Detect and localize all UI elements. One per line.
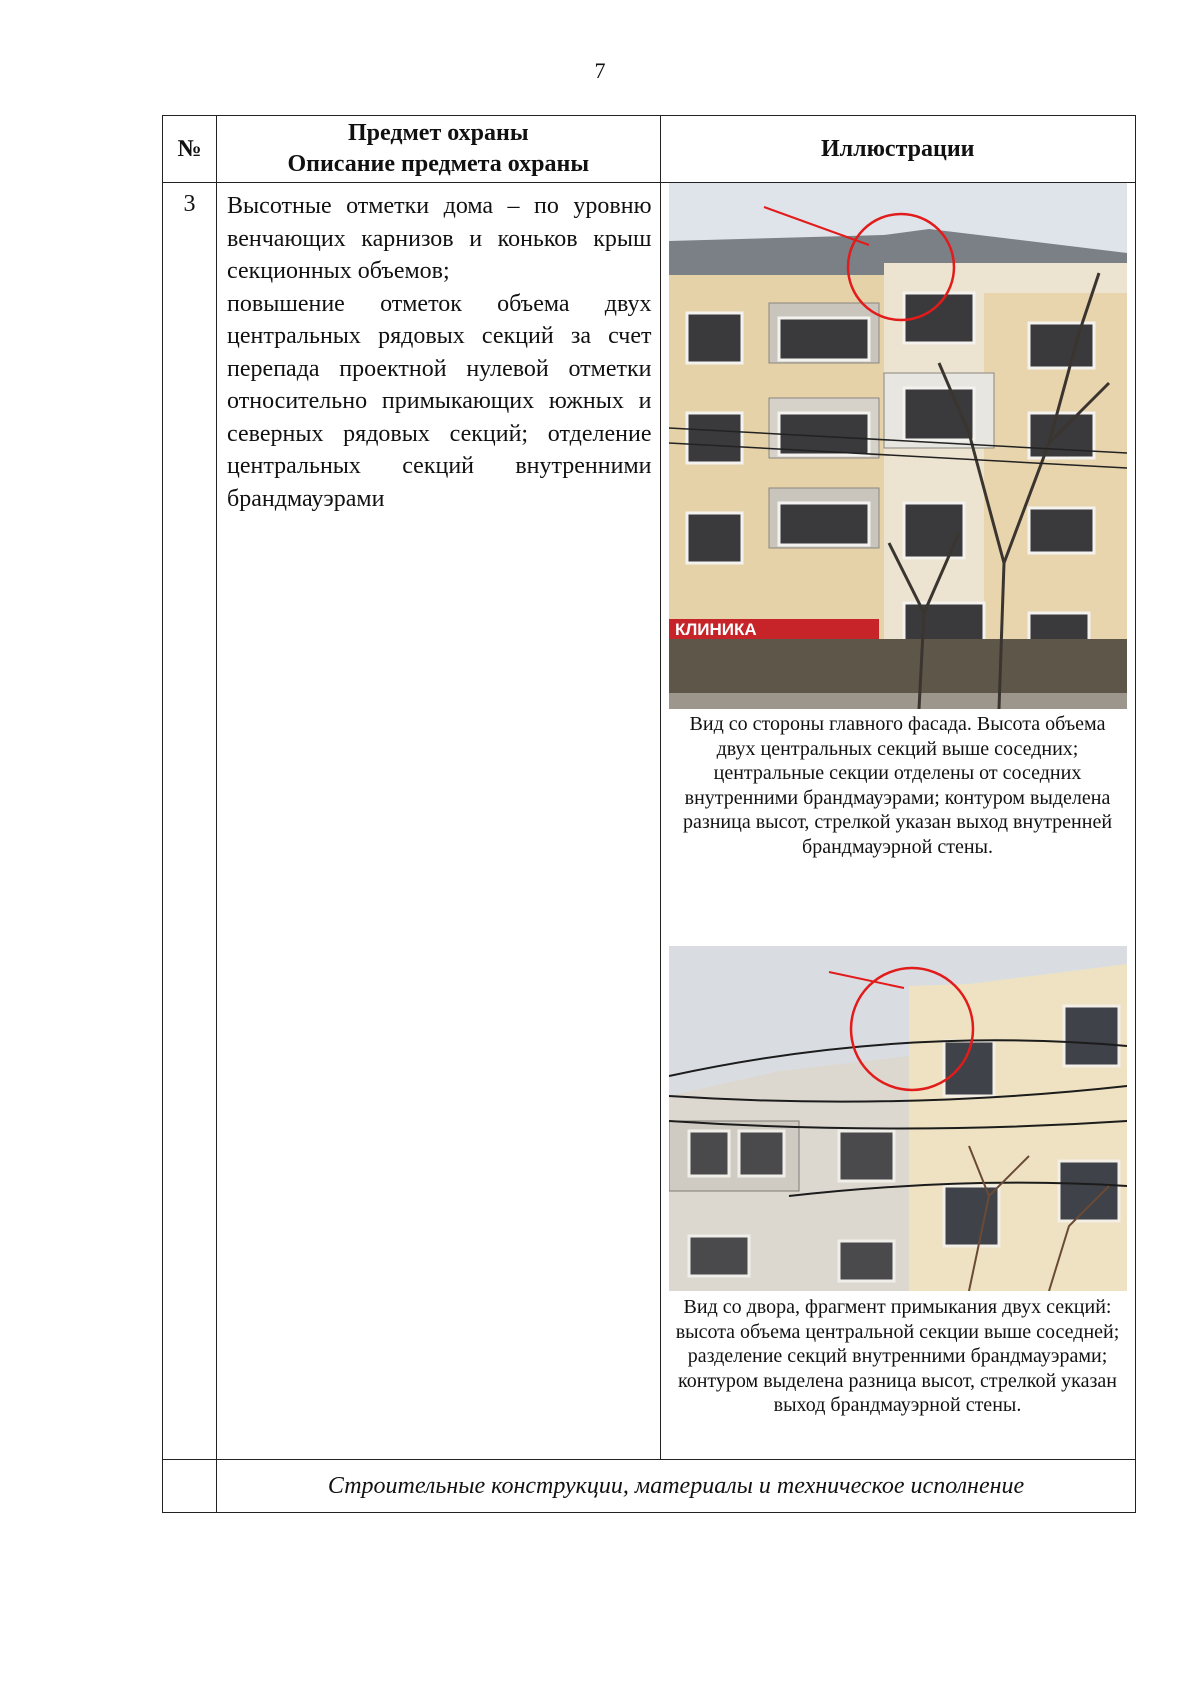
header-number: № (163, 116, 217, 183)
description-paragraph: повышение отметок объема двух центральных рядовых секций за счет перепада проектной нулевой отметки относительно примыкающих южных и северных рядовых секций; отделение центральных секций внутренними брандмауэрами (227, 290, 652, 512)
page-number: 7 (594, 58, 606, 83)
table-header-row (163, 116, 1136, 183)
header-subject-title: Предмет охраны (347, 120, 529, 146)
photo-courtyard-image (669, 946, 1127, 1291)
table-row (163, 183, 1136, 1460)
section-title: Строительные конструкции, материалы и техническое исполнение (217, 1460, 1136, 1513)
section-row (163, 1460, 1136, 1513)
photo-main-facade-image (669, 183, 1127, 709)
photo-courtyard (669, 946, 1127, 1291)
description-paragraph: Высотные отметки дома – по уровню венчающих карнизов и коньков крыш секционных объемов; (227, 193, 652, 284)
shop-sign: КЛИНИКА (674, 620, 757, 639)
section-number-cell (163, 1460, 217, 1513)
header-subject (217, 116, 660, 183)
photo-caption: Вид со двора, фрагмент примыкания двух секций: высота объема центральной секции выше соседней; разделение секций внутренними брандмауэрами; контуром выделена разница высот, стрелкой указан выход брандмауэрной стены. (675, 1296, 1120, 1416)
header-subject-description: Описание предмета охраны (287, 151, 590, 177)
row-illustrations (660, 183, 1136, 1460)
row-number: 3 (163, 183, 217, 1460)
photo-main-facade (669, 183, 1127, 709)
photo-caption: Вид со стороны главного фасада. Высота объема двух центральных секций выше соседних; центральные секции отделены от соседних внутренними брандмауэрами; контуром выделена разница высот, стрелкой указан выход внутренней брандмауэрной стены. (682, 713, 1113, 858)
header-illustrations: Иллюстрации (660, 116, 1136, 183)
protection-subject-table (162, 115, 1136, 1513)
row-description (217, 183, 660, 1460)
